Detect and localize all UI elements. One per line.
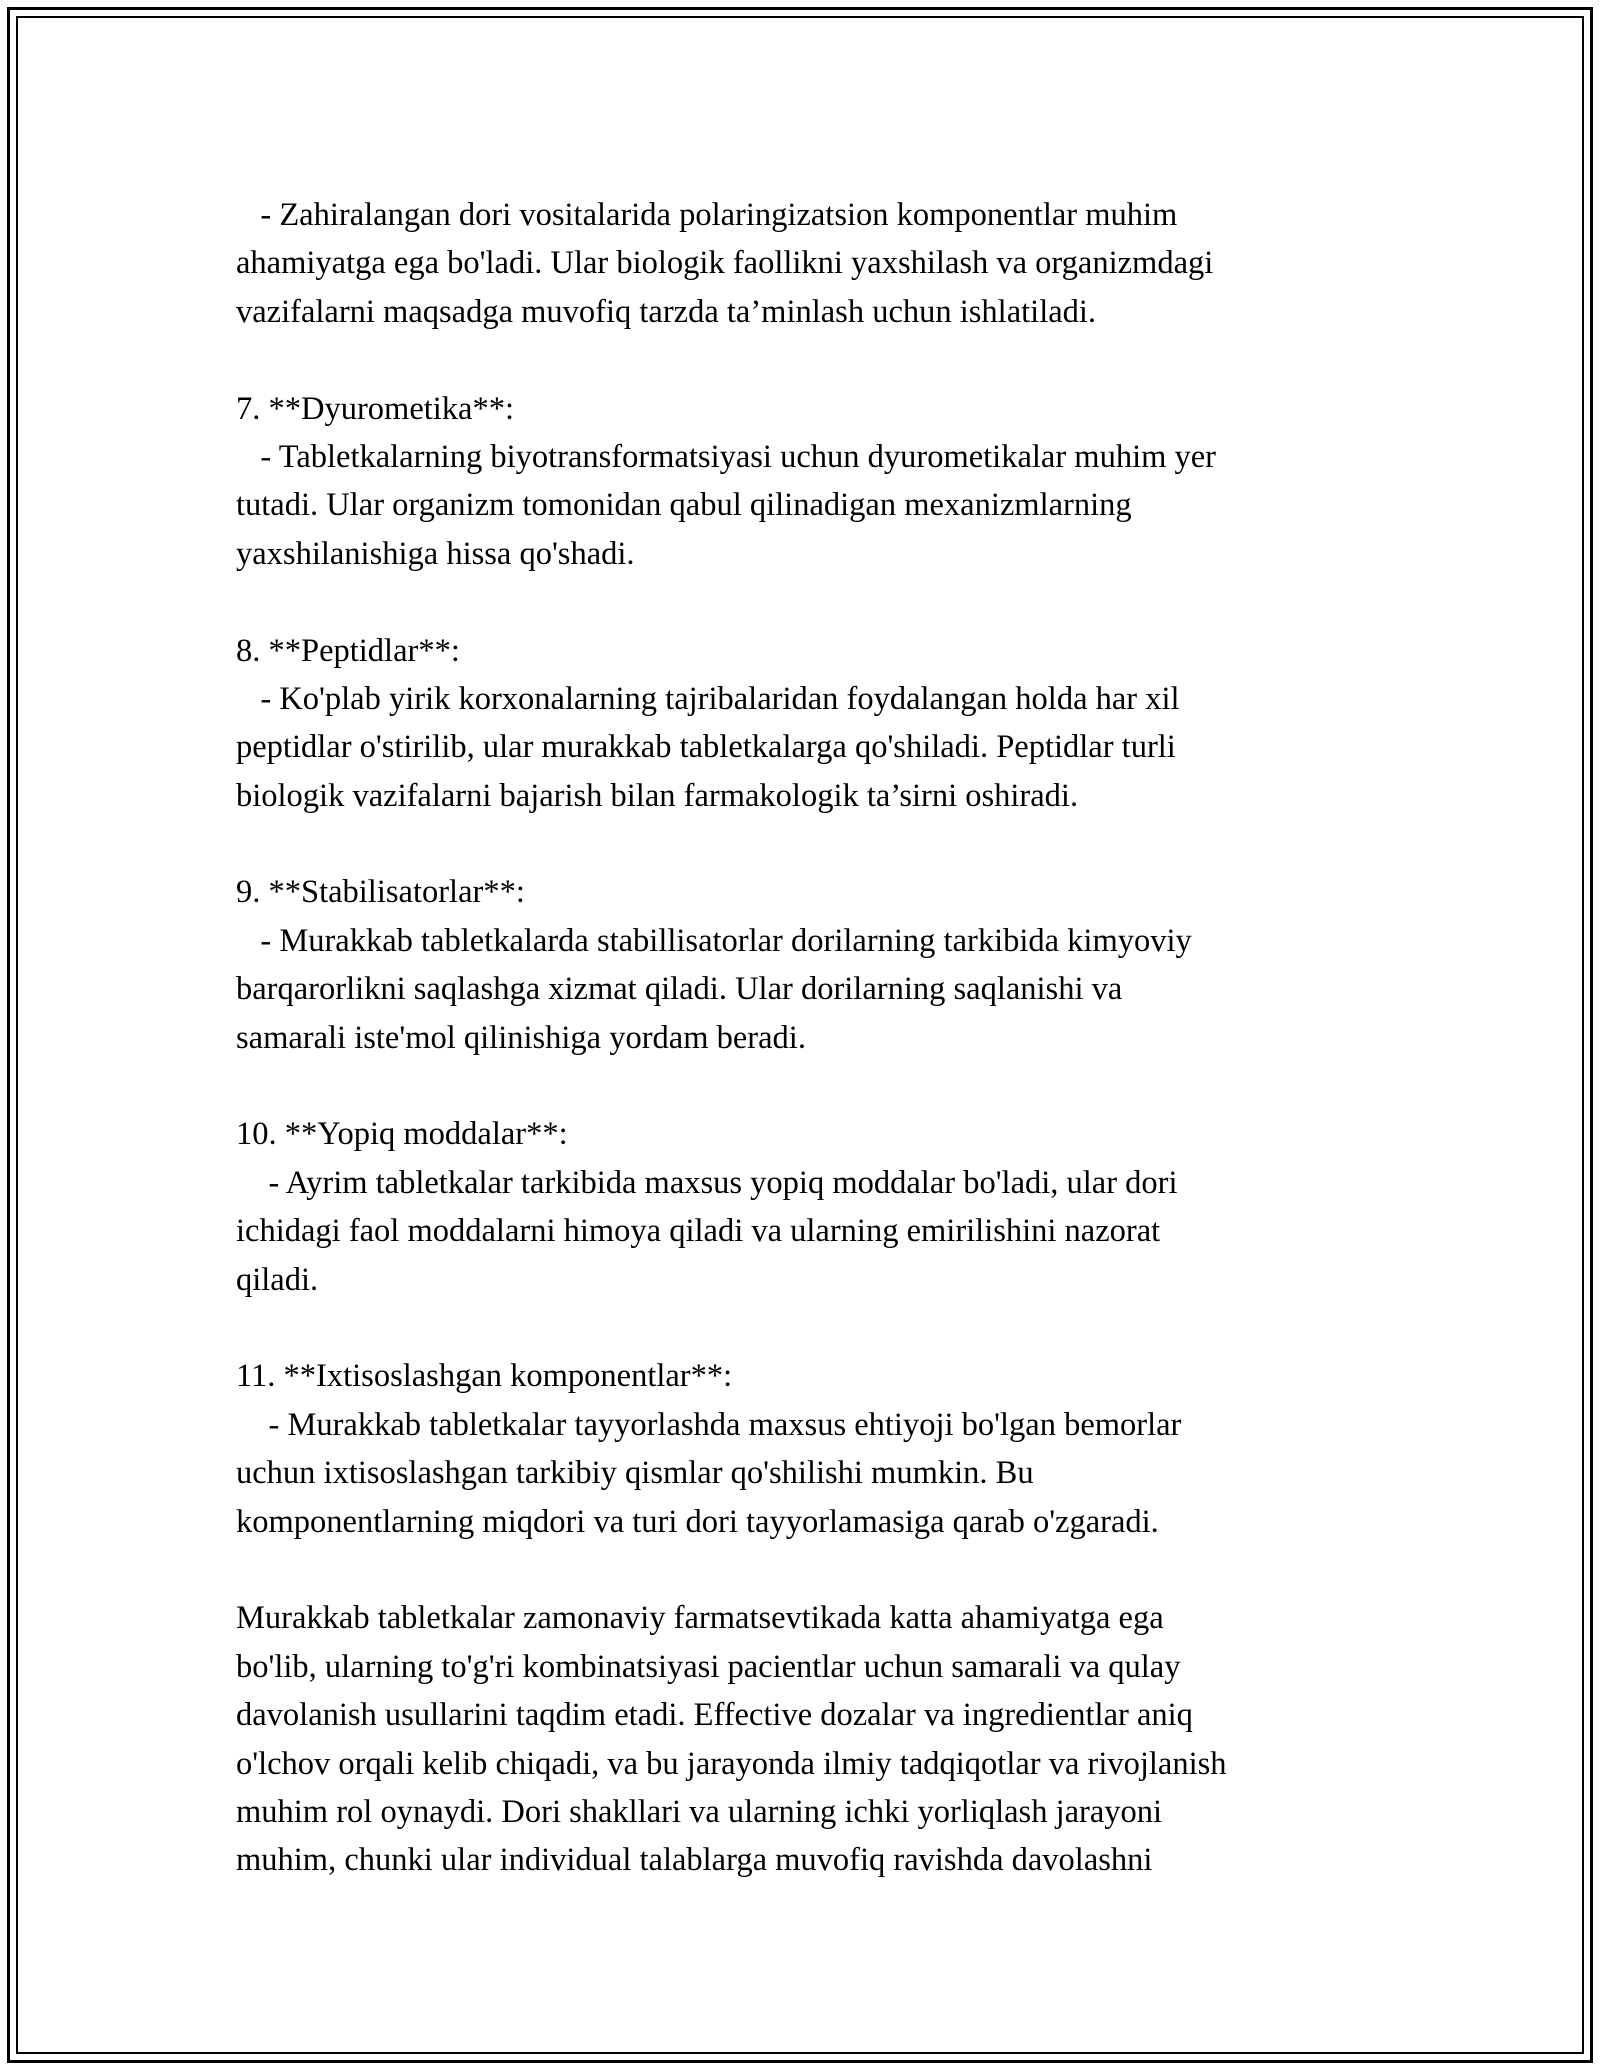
paragraph-gap [236,1546,1366,1594]
text-line: muhim, chunki ular individual talablarga muvofiq ravishda davolashni [236,1842,1153,1879]
text-line: - Murakkab tabletkalar tayyorlashda maxsus ehtiyoji bo'lgan bemorlar [236,1406,1182,1443]
text-line: barqarorlikni saqlashga xizmat qiladi. Ular dorilarning saqlanishi va [236,971,1123,1008]
paragraph-block [236,191,1366,336]
text-line: qiladi. [236,1261,319,1298]
paragraph-block [236,385,1366,579]
text-line: bo'lib, ularning to'g'ri kombinatsiyasi pacientlar uchun samarali va qulay [236,1648,1181,1685]
paragraph-block [236,1110,1366,1304]
paragraph-gap [236,1062,1366,1110]
text-line: - Tabletkalarning biyotransformatsiyasi uchun dyurometikalar muhim yer [236,438,1216,475]
document-body [236,191,1366,1885]
text-line: davolanish usullarini taqdim etadi. Effective dozalar va ingredientlar aniq [236,1697,1193,1734]
text-line: vazifalarni maqsadga muvofiq tarzda ta’minlash uchun ishlatiladi. [236,293,1097,330]
paragraph-gap [236,820,1366,868]
text-line: o'lchov orqali kelib chiqadi, va bu jarayonda ilmiy tadqiqotlar va rivojlanish [236,1745,1227,1782]
text-line: 9. **Stabilisatorlar**: [236,874,525,911]
text-line: ahamiyatga ega bo'ladi. Ular biologik faollikni yaxshilash va organizmdagi [236,245,1214,282]
text-line: - Zahiralangan dori vositalarida polaringizatsion komponentlar muhim [236,197,1178,233]
paragraph-gap [236,336,1366,384]
text-line: samarali iste'mol qilinishiga yordam beradi. [236,1019,806,1056]
paragraph-block [236,627,1366,821]
text-line: 7. **Dyurometika**: [236,390,515,427]
text-line: 11. **Ixtisoslashgan komponentlar**: [236,1358,733,1395]
text-line: biologik vazifalarni bajarish bilan farmakologik ta’sirni oshiradi. [236,777,1079,814]
text-line: Murakkab tabletkalar zamonaviy farmatsevtikada katta ahamiyatga ega [236,1600,1164,1637]
text-line: 8. **Peptidlar**: [236,632,460,669]
paragraph-block [236,868,1366,1062]
paragraph-block [236,1352,1366,1546]
text-line: - Ayrim tabletkalar tarkibida maxsus yopiq moddalar bo'ladi, ular dori [236,1164,1178,1201]
paragraph-block [236,1594,1366,1884]
text-line: uchun ixtisoslashgan tarkibiy qismlar qo'shilishi mumkin. Bu [236,1455,1034,1492]
text-line: peptidlar o'stirilib, ular murakkab tabletkalarga qo'shiladi. Peptidlar turli [236,729,1176,766]
text-line: - Murakkab tabletkalarda stabillisatorlar dorilarning tarkibida kimyoviy [236,922,1192,959]
text-line: yaxshilanishiga hissa qo'shadi. [236,535,635,572]
text-line: ichidagi faol moddalarni himoya qiladi va ularning emirilishini nazorat [236,1213,1161,1250]
paragraph-gap [236,1304,1366,1352]
text-line: muhim rol oynaydi. Dori shakllari va ularning ichki yorliqlash jarayoni [236,1793,1163,1830]
text-line: - Ko'plab yirik korxonalarning tajribalaridan foydalangan holda har xil [236,680,1180,717]
text-line: tutadi. Ular organizm tomonidan qabul qilinadigan mexanizmlarning [236,487,1132,524]
text-line: 10. **Yopiq moddalar**: [236,1116,568,1153]
text-line: komponentlarning miqdori va turi dori tayyorlamasiga qarab o'zgaradi. [236,1503,1159,1540]
paragraph-gap [236,578,1366,626]
